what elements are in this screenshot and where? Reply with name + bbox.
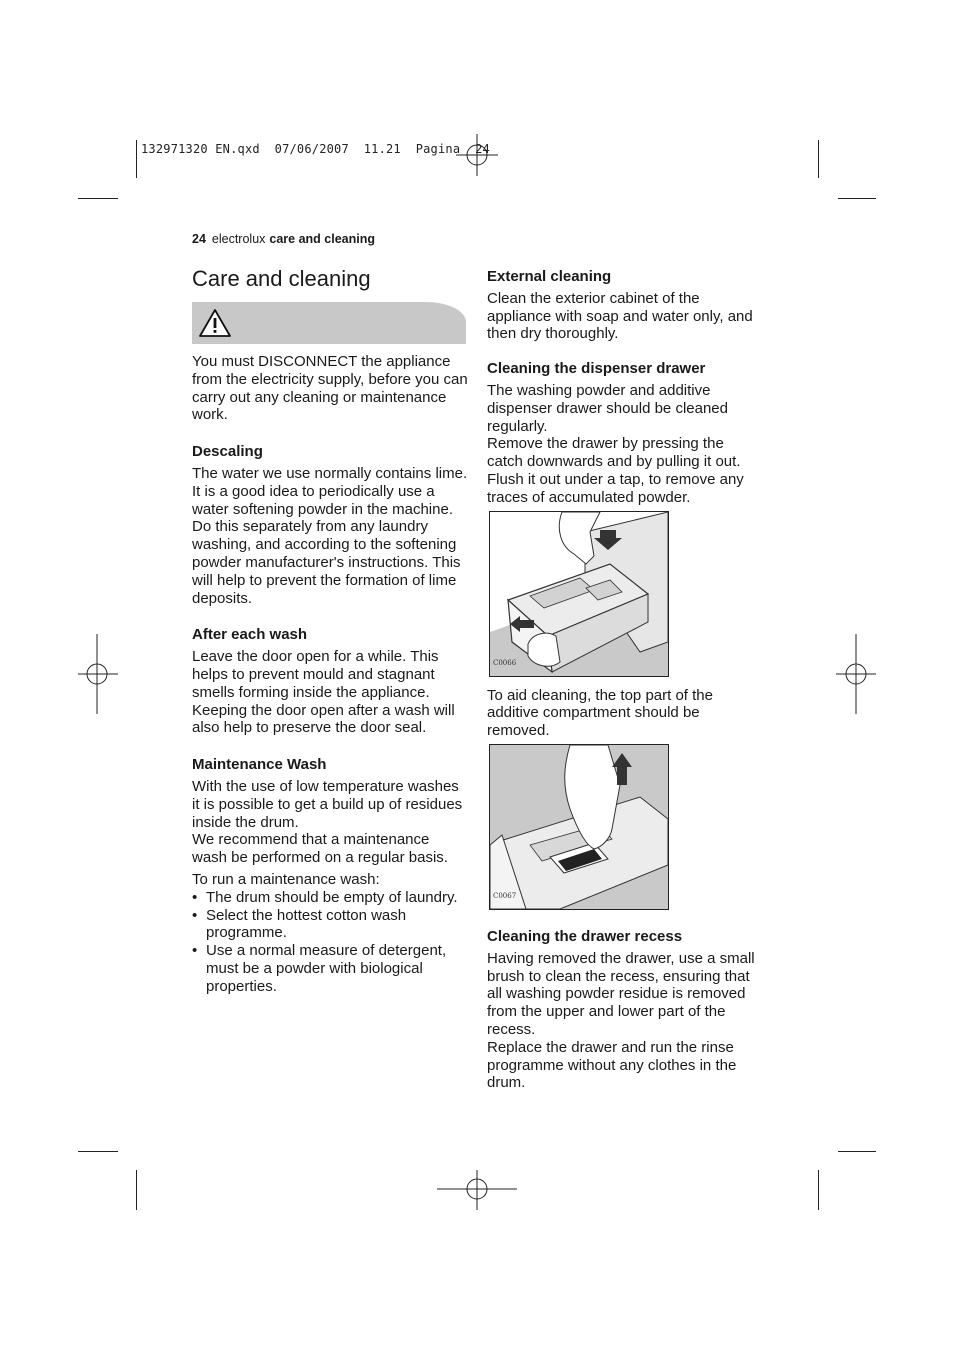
after-wash-body: Leave the door open for a while. This helps to prevent mould and stagnant smells forming inside the appliance. Keeping the door open after a wash will also help to preserve the door seal. <box>192 648 455 737</box>
maintenance-body-1: With the use of low temperature washes it is possible to get a build up of residues inside the drum. <box>192 777 463 831</box>
list-item: • Select the hottest cotton wash programme. <box>192 907 468 943</box>
figure-code: C0067 <box>493 892 517 901</box>
dispenser-body-2: Remove the drawer by pressing the catch downwards and by pulling it out. Flush it out under a tap, to remove any traces of accumulated powder. <box>487 435 744 506</box>
maintenance-heading: Maintenance Wash <box>192 756 327 774</box>
registration-mark-right <box>836 634 876 714</box>
section-name: care and cleaning <box>269 232 376 246</box>
maintenance-list <box>192 889 468 996</box>
list-item: • Use a normal measure of detergent, must be a powder with biological properties. <box>192 942 468 995</box>
external-cleaning-body: Clean the exterior cabinet of the appliance with soap and water only, and then dry thoroughly. <box>487 289 753 343</box>
registration-mark-left <box>78 634 118 714</box>
warning-triangle-icon <box>198 308 232 338</box>
recess-heading: Cleaning the drawer recess <box>487 927 683 945</box>
maintenance-intro: To run a maintenance wash: <box>192 870 380 888</box>
external-cleaning-heading: External cleaning <box>487 268 612 285</box>
dispenser-body-1: The washing powder and additive dispenser drawer should be cleaned regularly. <box>487 381 728 435</box>
registration-mark-bottom <box>437 1170 517 1210</box>
recess-body-2: Replace the drawer and run the rinse programme without any clothes in the drum. <box>487 1038 737 1092</box>
left-column <box>192 353 468 996</box>
right-column <box>487 268 763 1092</box>
registration-mark-top <box>456 134 500 178</box>
dispenser-heading: Cleaning the dispenser drawer <box>487 360 706 378</box>
file-slug: 132971320 EN.qxd 07/06/2007 11.21 Pagina 24 <box>141 142 490 156</box>
figure-code: C0066 <box>493 658 517 667</box>
maintenance-body-2: We recommend that a maintenance wash be performed on a regular basis. <box>192 831 448 867</box>
compartment-removal-illustration <box>489 744 669 910</box>
page-title: Care and cleaning <box>192 266 371 291</box>
running-head <box>192 232 375 246</box>
warning-text: You must DISCONNECT the appliance from the electricity supply, before you can carry out any cleaning or maintenance work. <box>192 353 468 424</box>
after-wash-heading: After each wash <box>192 626 308 644</box>
brand-name: electrolux <box>211 232 266 246</box>
warning-banner <box>192 302 466 344</box>
page-number: 24 <box>192 232 206 246</box>
descaling-heading: Descaling <box>192 443 263 461</box>
list-item: • The drum should be empty of laundry. <box>192 889 468 907</box>
drawer-removal-illustration <box>489 511 669 677</box>
recess-body-1: Having removed the drawer, use a small brush to clean the recess, ensuring that all washing powder residue is removed from the upper and lower part of the recess. <box>487 949 755 1038</box>
dispenser-body-3: To aid cleaning, the top part of the additive compartment should be removed. <box>487 686 713 740</box>
descaling-body: The water we use normally contains lime. It is a good idea to periodically use a water softening powder in the machine. Do this separately from any laundry washing, and according to the softening powder manufacturer's instructions. This will help to prevent the formation of lime deposits. <box>192 464 468 607</box>
